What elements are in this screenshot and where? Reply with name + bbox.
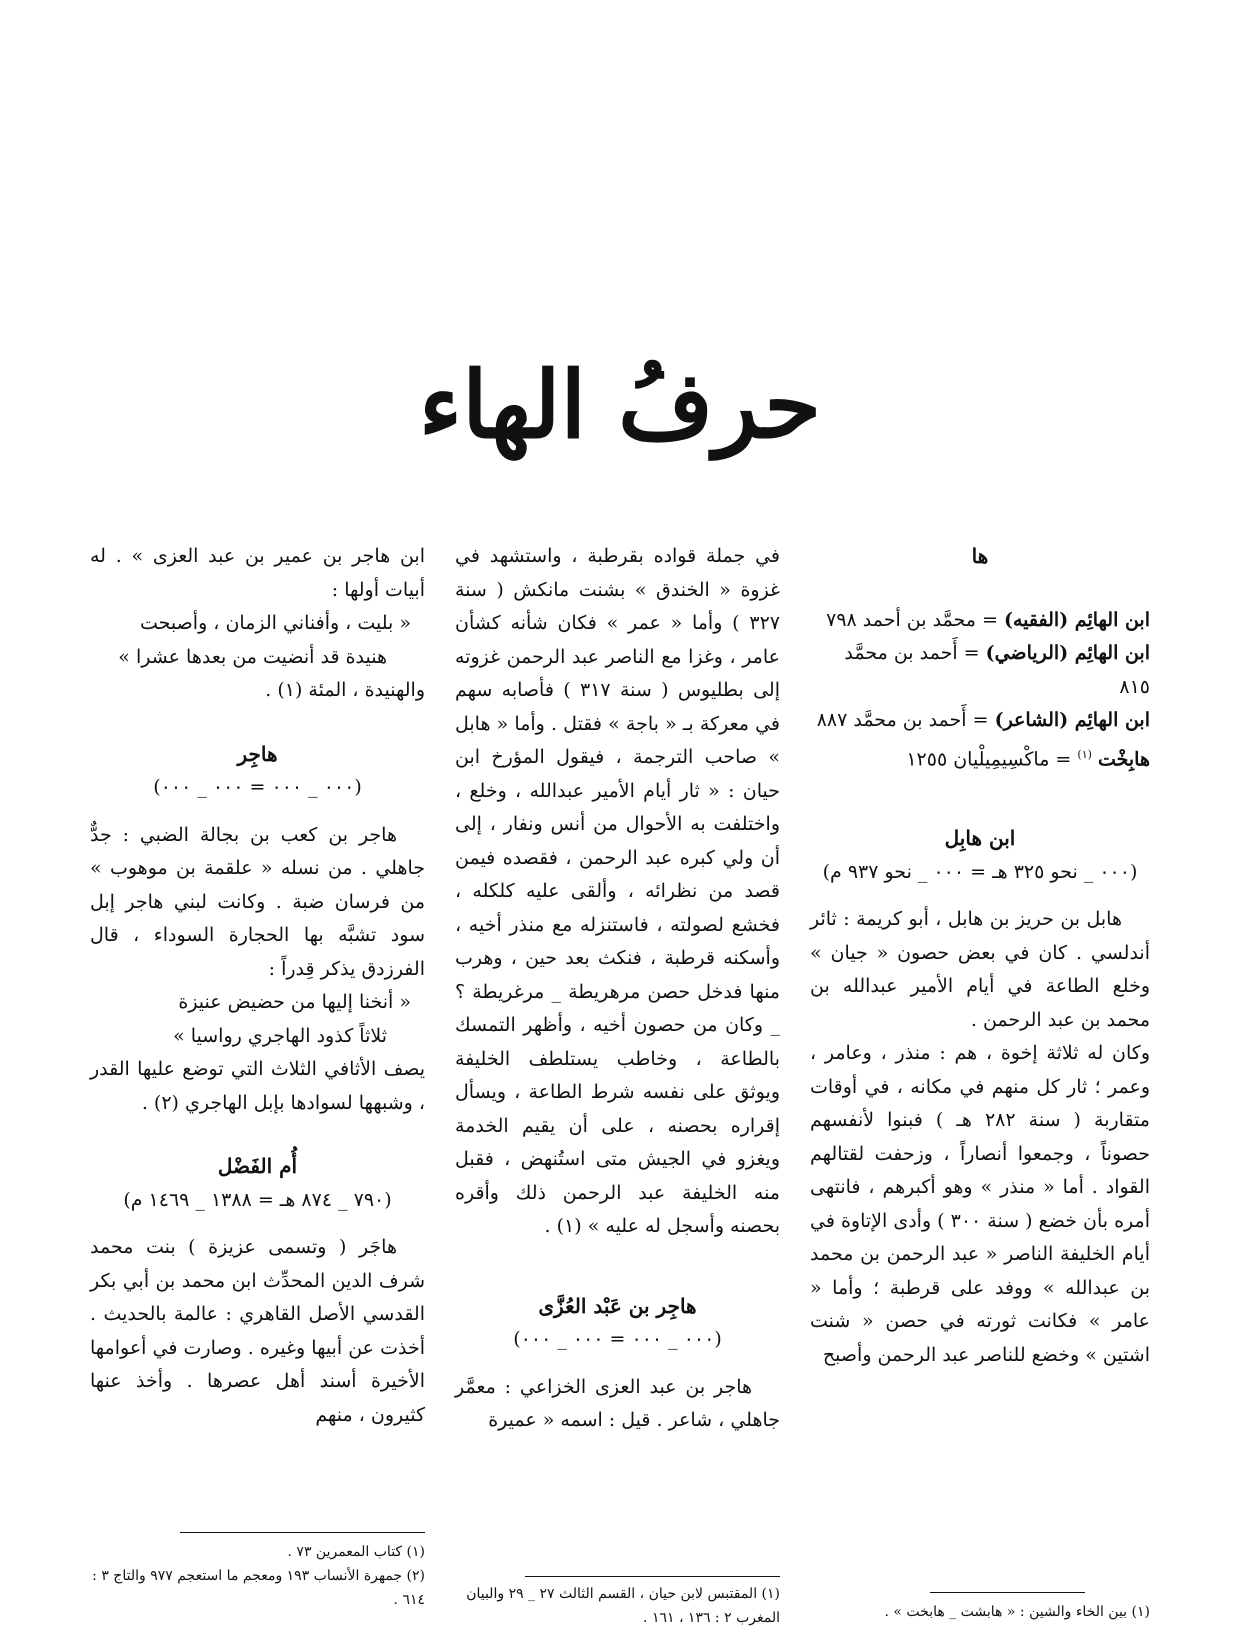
footnote-rule <box>180 1532 425 1533</box>
biography-dates: (٧٩٠ _ ٨٧٤ هـ = ١٣٨٨ _ ١٤٦٩ م) <box>123 1188 392 1211</box>
footnote-rule <box>525 1576 780 1577</box>
right-column <box>810 540 1150 1372</box>
cross-reference-entry: ابن الهائِم (الفقيه) = محمَّد بن أحمد ٧٩٨ <box>826 608 1150 631</box>
cross-reference-entry: هابِخْت $^{(١)}$ = ماكْسِيمِيلْيان ١٢٥٥ <box>906 747 1150 770</box>
middle-column <box>455 540 780 1438</box>
footnote: (٢) جمهرة الأنساب ١٩٣ ومعجم ما استعجم ٩٧٧ والتاج ٣ : ٦١٤ . <box>92 1568 425 1608</box>
biography-paragraph: هاجَر ( وتسمى عزيزة ) بنت محمد شرف الدين المحدِّث ابن محمد بن أبي بكر القدسي الأصل القاهري : عالمة بالحديث . أخذت عن أبيها وغيره . وصارت في أعوامها الأخيرة أسند أهل عصرها . وأخذ عنها كثيرون ، منهم <box>90 1236 425 1426</box>
footnote: (١) المقتبس لابن حيان ، القسم الثالث ٢٧ _ ٢٩ والبيان المغرب ٢ : ١٣٦ ، ١٦١ . <box>466 1586 780 1626</box>
section-heading: ها <box>971 544 989 568</box>
footnote: (١) كتاب المعمرين ٧٣ . <box>287 1544 425 1560</box>
verse-line: « أنخنا إليها من حضيض عنيزة <box>178 991 411 1013</box>
biography-heading: أُم الفَضْل <box>217 1154 298 1178</box>
body-paragraph: في جملة قواده بقرطبة ، واستشهد في غزوة « الخندق » بشنت مانكش ( سنة ٣٢٧ ) وأما « عمر » فكان شأنه كشأن عامر ، وغزا مع الناصر عبد الرحمن غزوته إلى بطليوس ( سنة ٣١٧ ) فأصابه سهم في معركة بـ « باجة » فقتل . وأما « هابل » صاحب الترجمة ، فيقول المؤرخ ابن حيان : « ثار أيام الأمير عبدالله ، وخلع ، واختلفت به الأحوال من أنس ونفار ، إلى أن ولي كبره عبد الرحمن ، فقصده فيمن قصد من نظرائه ، وألقى عليه كلكله ، فخشع لصولته ، فاستنزله مع منذر أخيه ، وأسكنه قرطبة ، فنكث بعد حين ، وهرب منها فدخل حصن مرهريطة _ مرغريطة ؟ _ وكان من حصون أخيه ، وأظهر التمسك بالطاعة ، وخاطب يستلطف الخليفة ويوثق على نفسه شرط الطاعة ، ويسأل إقراره بحصنه ، على أن يقيم الخدمة ويغزو في الجيش متى استُنهض ، فقبل منه الخليفة عبد الرحمن ذلك وأقره بحصنه وأسجل له عليه » (١) . <box>455 545 780 1237</box>
biography-paragraph: هاجر بن عبد العزى الخزاعي : معمَّر جاهلي ، شاعر . قيل : اسمه « عميرة <box>455 1375 780 1431</box>
footnote: (١) بين الخاء والشين : « هابشت _ هابخت » . <box>884 1604 1150 1620</box>
footnotes-left <box>90 1540 425 1612</box>
biography-heading: هاجِر <box>237 741 278 766</box>
biography-paragraph: هاجر بن كعب بن بجالة الضبي : جدٌّ جاهلي . من نسله « علقمة بن موهوب » من فرسان ضبة . وكانت لبني هاجر إبل سود تشبَّه بها الحجارة السوداء ، قال الفرزدق يذكر قِدراً : <box>90 823 425 980</box>
footnotes-right <box>760 1600 1150 1624</box>
biography-heading: هاجِر بن عَبْد العُزَّى <box>538 1293 697 1318</box>
verse-line: هنيدة قد أنضيت من بعدها عشرا » <box>118 645 387 668</box>
biography-dates: (٠٠٠ _ ٠٠٠ = ٠٠٠ _ ٠٠٠) <box>153 776 362 798</box>
verse-line: « بليت ، وأفناني الزمان ، وأصبحت <box>140 612 411 634</box>
body-paragraph: والهنيدة ، المئة (١) . <box>265 679 425 701</box>
biography-dates: (٠٠٠ _ نحو ٣٢٥ هـ = ٠٠٠ _ نحو ٩٣٧ م) <box>822 860 1138 883</box>
cross-reference-entry: ابن الهائِم (الشاعر) = أَحمد بن محمَّد ٨٨٧ <box>816 709 1150 731</box>
footnote-rule <box>930 1592 1085 1593</box>
verse-line: ثلاثاً كذود الهاجري رواسيا » <box>173 1024 387 1047</box>
biography-paragraph: هابل بن حريز بن هابل ، أبو كريمة : ثائر أندلسي . كان في بعض حصون « جيان » وخلع الطاعة في أيام الأمير عبدالله بن محمد بن عبد الرحمن . <box>810 908 1150 1031</box>
biography-heading: ابن هابِل <box>944 826 1016 851</box>
body-paragraph: ابن هاجر بن عمير بن عبد العزى » . له أبيات أولها : <box>90 545 425 601</box>
chapter-title: حرفُ الهاء <box>418 351 822 459</box>
biography-paragraph: وكان له ثلاثة إخوة ، هم : منذر ، وعامر ، وعمر ؛ ثار كل منهم في مكانه ، في أوقات متقاربة ( سنة ٢٨٢ هـ ) فبنوا لأنفسهم حصوناً ، وجمعوا أنصاراً ، وزحفت لقتالهم القواد . أما « منذر » وهو أكبرهم ، فانتهى أمره بأن خضع ( سنة ٣٠٠ ) وأدى الإتاوة في أيام الخليفة الناصر « عبد الرحمن بن محمد بن عبدالله » ووفد على قرطبة ؛ وأما « عامر » فكانت ثورته في حصن « شنت اشتين » وخضع للناصر عبد الرحمن وأصبح <box>810 1042 1150 1366</box>
cross-reference-entry: ابن الهائِم (الرياضي) = أَحمد بن محمَّد ٨١٥ <box>844 642 1150 698</box>
footnotes-middle <box>430 1582 780 1630</box>
body-paragraph: يصف الأثافي الثلاث التي توضع عليها القدر ، وشبهها لسوادها بإبل الهاجري (٢) . <box>90 1058 425 1114</box>
biography-dates: (٠٠٠ _ ٠٠٠ = ٠٠٠ _ ٠٠٠) <box>513 1328 722 1350</box>
left-column <box>90 540 425 1432</box>
